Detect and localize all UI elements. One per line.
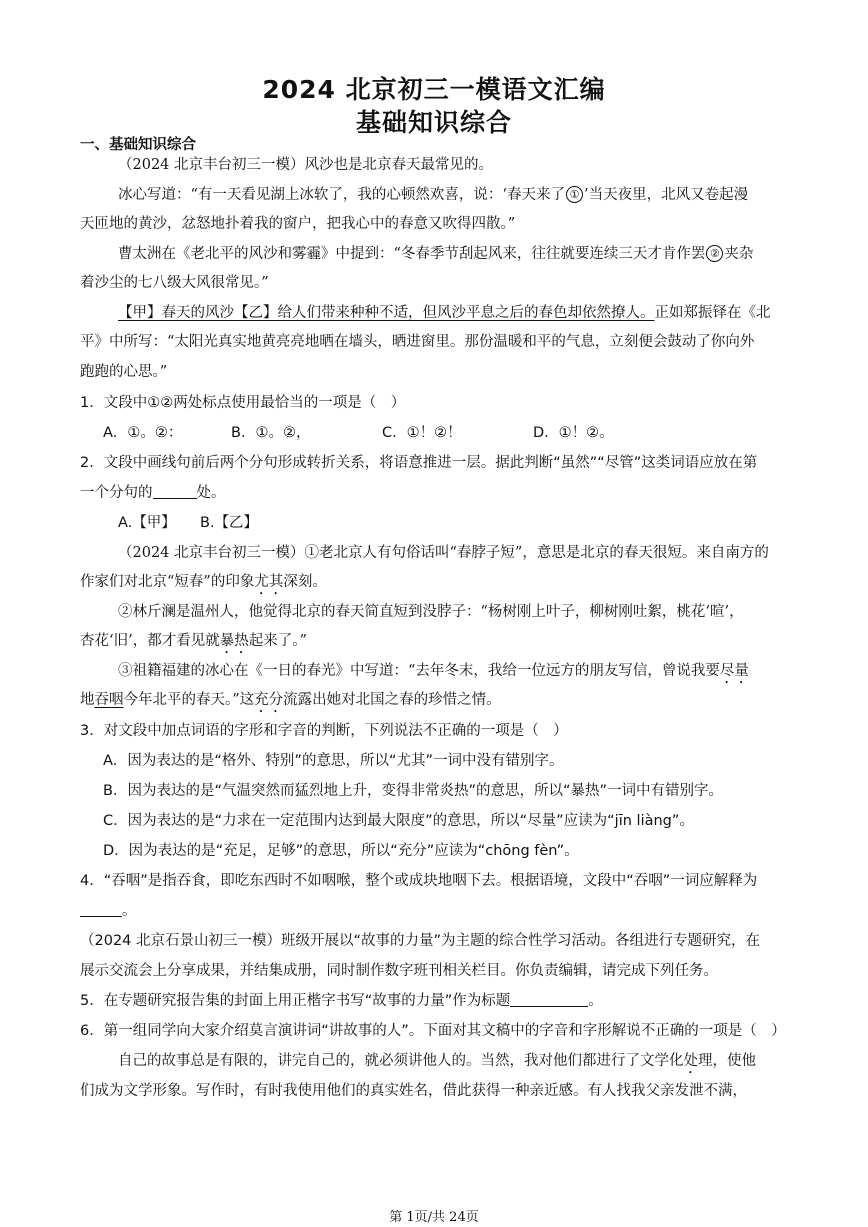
answer-blank (80, 916, 122, 917)
dotted-word: 充分 (254, 692, 284, 708)
q3-option-a: A．因为表达的是“格外、特别”的意思，所以“尤其”一词中没有错别字。 (103, 753, 564, 769)
paragraph-line: 们成为文学形象。写作时，有时我使用他们的真实姓名，借此获得一种亲近感。有人找我父亲发泄不满， (80, 1083, 747, 1099)
paragraph-line: （2024 北京丰台初三一模）风沙也是北京春天最常见的。 (118, 157, 494, 173)
paragraph-line: 地吞咽今年北平的春天。”这充分流露出她对北国之春的珍惜之情。 (80, 692, 501, 708)
paragraph-line: 杏花‘旧’，都才看见就暴热起来了。” (80, 633, 307, 649)
question-4-stem: 。 (80, 901, 137, 921)
marker-1: ① (566, 186, 583, 203)
q1-option-d: D．①！②。 (533, 425, 614, 441)
paragraph-line: ③祖籍福建的冰心在《一日的春光》中写道：“去年冬末，我给一位远方的朋友写信，曾说我要尽量 (118, 663, 749, 679)
dotted-word: 处 (683, 1053, 698, 1069)
document-title: 2024 北京初三一模语文汇编 (262, 75, 606, 104)
dotted-word: 尤其 (254, 574, 284, 590)
answer-blank (153, 498, 197, 499)
paragraph-line: ②林斤澜是温州人，他觉得北京的春天简直短到没脖子：“杨树刚上叶子，柳树刚吐絮，桃花‘暄’， (118, 604, 744, 620)
q1-option-c: C．①！②！ (382, 425, 462, 441)
document-subtitle: 基础知识综合 (355, 108, 512, 137)
page-footer: 第 1页/共 24页 (389, 1210, 479, 1225)
question-5-stem: 5．在专题研究报告集的封面上用正楷字书写“故事的力量”作为标题 。 (80, 993, 603, 1009)
paragraph-line: 作家们对北京“短春”的印象尤其深刻。 (80, 574, 327, 590)
section-heading: 一、基础知识综合 (80, 137, 196, 153)
underlined-sentence: 【甲】春天的风沙【乙】给人们带来种种不适，但风沙平息之后的春色却依然撩人。 (118, 305, 655, 321)
underlined-word: 吞咽 (94, 692, 124, 708)
paragraph-line: 平》中所写：“太阳光真实地黄亮亮地晒在墙头，晒进窗里。那份温暖和平的气息，立刻便会鼓动了你向外 (80, 334, 755, 350)
paragraph-line: 【甲】春天的风沙【乙】给人们带来种种不适，但风沙平息之后的春色却依然撩人。正如郑振铎在《北 (118, 305, 771, 321)
dotted-word: 尽量 (719, 663, 749, 679)
answer-blank (510, 1006, 588, 1007)
question-2-stem: 2．文段中画线句前后两个分句形成转折关系，将语意推进一层。据此判断“虽然”“尽管”这类词语应放在第 (80, 455, 758, 471)
paragraph-line: 自己的故事总是有限的，讲完自己的，就必须讲他人的。当然，我对他们都进行了文学化处理，使他 (118, 1053, 756, 1069)
dotted-word: 暴热 (219, 633, 249, 649)
q1-option-b: B．①。②， (231, 425, 311, 441)
q2-option-a: A.【甲】 (118, 515, 176, 531)
question-1-stem: 1．文段中①②两处标点使用最恰当的一项是（ ） (80, 395, 406, 411)
paragraph-line: 天匝地的黄沙，忿怒地扑着我的窗户，把我心中的春意又吹得四散。” (80, 216, 516, 232)
paragraph-line: 着沙尘的七八级大风很常见。” (80, 275, 269, 291)
question-4-stem: 4．“吞咽”是指吞食，即吃东西时不如咽喉，整个或成块地咽下去。根据语境，文段中“吞咽”一词应解释为 (80, 873, 758, 889)
question-3-stem: 3．对文段中加点词语的字形和字音的判断，下列说法不正确的一项是（ ） (80, 723, 568, 739)
paragraph-line: 展示交流会上分享成果，并结集成册，同时制作数字班刊相关栏目。你负责编辑，请完成下列任务。 (80, 963, 718, 979)
question-2-stem: 一个分句的 处。 (80, 485, 226, 501)
paragraph-line: 冰心写道：“有一天看见湖上冰软了，我的心顿然欢喜，说：‘春天来了 ① ’当天夜里，北风又卷起漫 (118, 187, 749, 203)
q1-option-a: A．①。②： (103, 425, 183, 441)
paragraph-line: 曹太洲在《老北平的风沙和雾霾》中提到：“冬春季节刮起风来，往往就要连续三天才肯作罢 ② 夹杂 (118, 246, 754, 262)
paragraph-line: 跑跑的心思。” (80, 364, 168, 380)
q3-option-d: D．因为表达的是“充足，足够”的意思，所以“充分”应读为“chōng fèn”。 (103, 843, 579, 859)
paragraph-line: （2024 北京石景山初三一模）班级开展以“故事的力量”为主题的综合性学习活动。各组进行专题研究，在 (80, 933, 761, 949)
question-6-stem: 6．第一组同学向大家介绍莫言演讲词“讲故事的人”。下面对其文稿中的字音和字形解说不正确的一项是（ ） (80, 1023, 786, 1039)
q2-option-b: B.【乙】 (200, 515, 259, 531)
paragraph-line: （2024 北京丰台初三一模）①老北京人有句俗话叫“春脖子短”，意思是北京的春天很短。来自南方的 (118, 545, 769, 561)
q3-option-b: B．因为表达的是“气温突然而猛烈地上升，变得非常炎热”的意思，所以“暴热”一词中有错别字。 (103, 783, 723, 799)
marker-2: ② (706, 245, 723, 262)
q3-option-c: C．因为表达的是“力求在一定范围内达到最大限度”的意思，所以“尽量”应读为“jīn liàng”。 (103, 813, 694, 829)
